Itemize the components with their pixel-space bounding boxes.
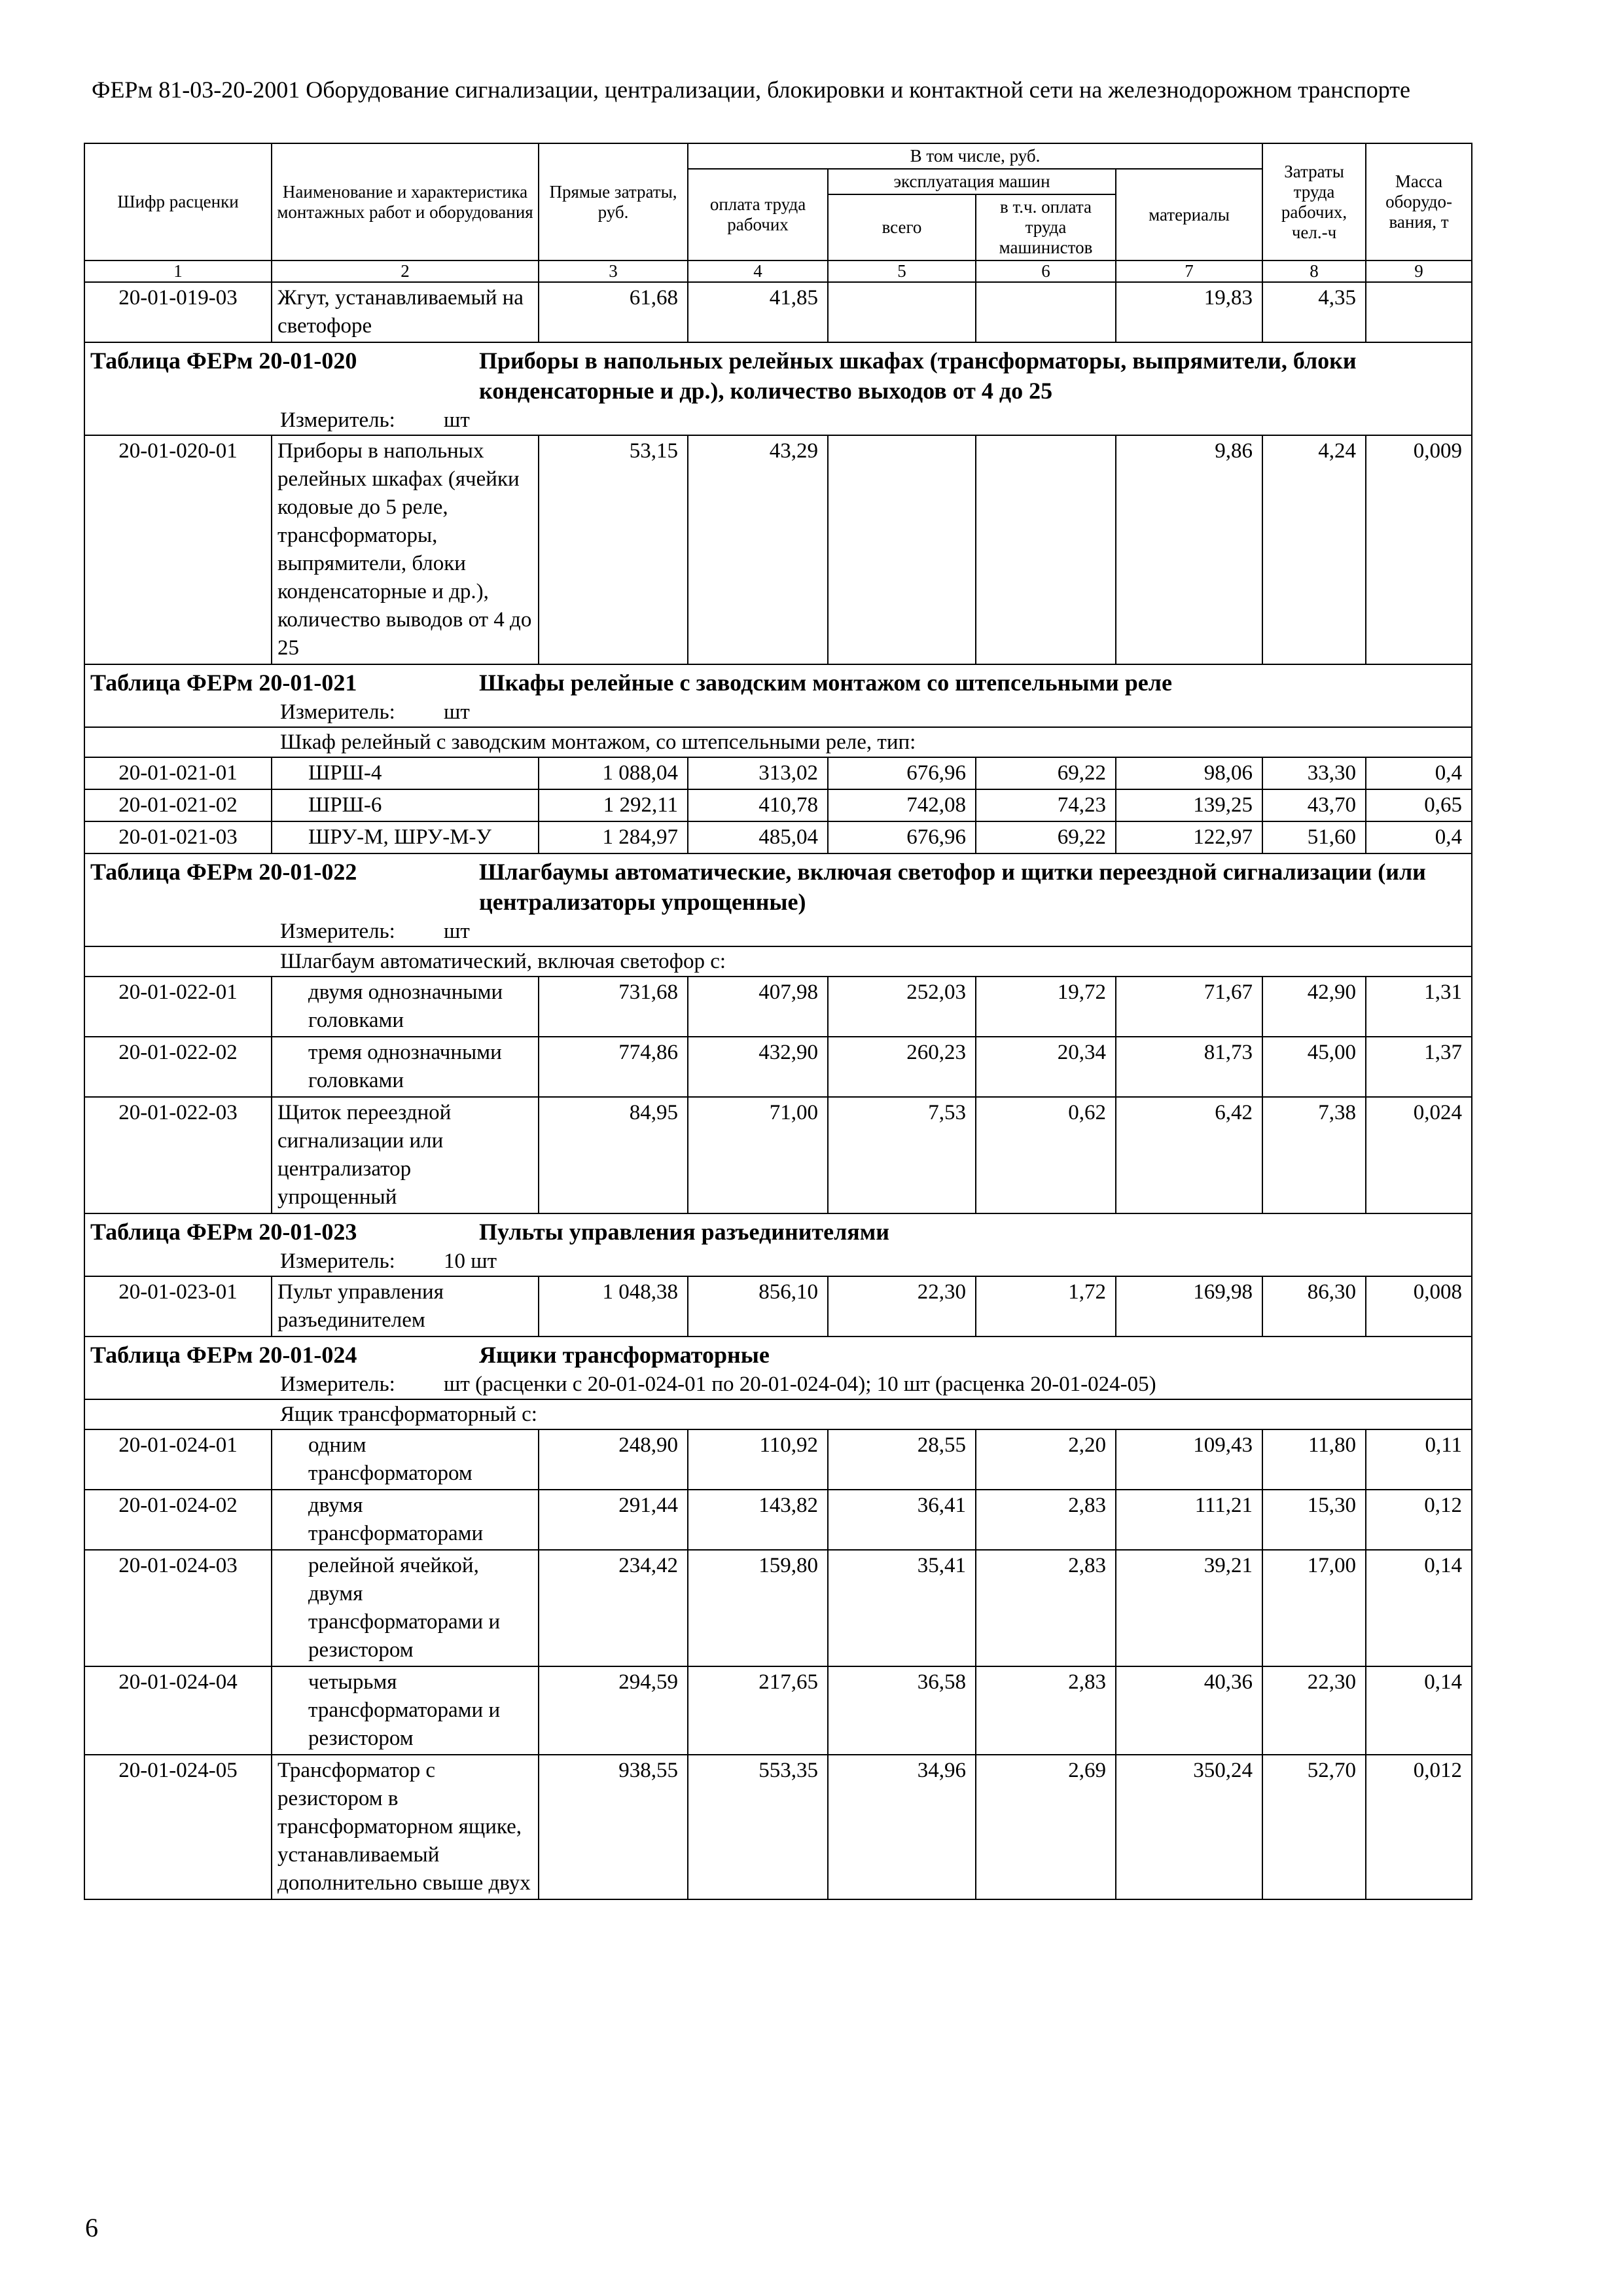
cell-direct-costs: 234,42 — [539, 1550, 688, 1666]
cell-machine-labor: 20,34 — [976, 1037, 1116, 1097]
cell-equipment-mass: 1,31 — [1366, 977, 1472, 1037]
cell-name: Пульт управления разъединителем — [272, 1276, 539, 1336]
cell-labor-pay: 407,98 — [688, 977, 828, 1037]
cell-machine-labor: 0,62 — [976, 1097, 1116, 1213]
cell-direct-costs: 294,59 — [539, 1666, 688, 1755]
table-row — [84, 435, 1472, 664]
cell-materials: 98,06 — [1116, 757, 1262, 789]
cell-materials: 109,43 — [1116, 1429, 1262, 1490]
section-name: Приборы в напольных релейных шкафах (трансформаторы, выпрямители, блоки конденсаторные и др.), количество выходов от 4 до 25 — [479, 348, 1357, 404]
cell-materials: 39,21 — [1116, 1550, 1262, 1666]
measure-label: Измеритель: — [280, 408, 395, 432]
cell-code: 20-01-024-02 — [84, 1490, 272, 1550]
cell-name: Жгут, устанавливаемый на светофоре — [272, 282, 539, 342]
cell-materials: 81,73 — [1116, 1037, 1262, 1097]
cell-labor-pay: 856,10 — [688, 1276, 828, 1336]
header-labor-costs: Затраты труда рабочих, чел.-ч — [1262, 143, 1366, 260]
cell-name: Трансформатор с резистором в трансформаторном ящике, устанавливаемый дополнительно свыше двух — [272, 1755, 539, 1899]
measure-row — [84, 698, 1472, 727]
measure-unit: шт — [444, 408, 470, 432]
section-title-row — [84, 853, 1472, 917]
cell-machine-total: 742,08 — [828, 789, 976, 821]
section-title — [90, 1340, 1466, 1370]
column-number: 5 — [828, 260, 976, 282]
cell-labor-pay: 217,65 — [688, 1666, 828, 1755]
cell-materials: 71,67 — [1116, 977, 1262, 1037]
cell-direct-costs: 84,95 — [539, 1097, 688, 1213]
section-title-row — [84, 1336, 1472, 1370]
cell-code: 20-01-024-01 — [84, 1429, 272, 1490]
cell-labor-pay: 485,04 — [688, 821, 828, 853]
cell-labor-pay: 143,82 — [688, 1490, 828, 1550]
measure-label: Измеритель: — [280, 1249, 395, 1273]
cell-machine-total: 36,41 — [828, 1490, 976, 1550]
section-title-row — [84, 1213, 1472, 1247]
cell-code: 20-01-021-02 — [84, 789, 272, 821]
cell-name: тремя однозначными головками — [272, 1037, 539, 1097]
cell-name: Щиток переездной сигнализации или централизатор упрощенный — [272, 1097, 539, 1213]
cell-code: 20-01-020-01 — [84, 435, 272, 664]
cell-labor-hours: 86,30 — [1262, 1276, 1366, 1336]
cell-materials: 40,36 — [1116, 1666, 1262, 1755]
section-title-row — [84, 664, 1472, 698]
cell-code: 20-01-022-02 — [84, 1037, 272, 1097]
cell-direct-costs: 1 292,11 — [539, 789, 688, 821]
table-row — [84, 821, 1472, 853]
cell-labor-hours: 11,80 — [1262, 1429, 1366, 1490]
cell-machine-labor: 2,83 — [976, 1490, 1116, 1550]
cell-equipment-mass — [1366, 282, 1472, 342]
column-number-row — [84, 260, 1472, 282]
column-number: 4 — [688, 260, 828, 282]
cell-machine-total: 676,96 — [828, 757, 976, 789]
cell-machine-labor: 2,20 — [976, 1429, 1116, 1490]
measure-unit: шт — [444, 700, 470, 724]
cell-name: одним трансформатором — [272, 1429, 539, 1490]
measure-unit: 10 шт — [444, 1249, 497, 1273]
cell-equipment-mass: 0,11 — [1366, 1429, 1472, 1490]
header-code: Шифр расценки — [84, 143, 272, 260]
header-including: В том числе, руб. — [688, 143, 1262, 169]
section-title — [90, 1217, 1466, 1247]
cell-equipment-mass: 0,12 — [1366, 1490, 1472, 1550]
subheader-text: Шлагбаум автоматический, включая светофор с: — [84, 946, 1472, 977]
section-id: Таблица ФЕРм 20-01-024 — [90, 1342, 357, 1368]
cell-name: релейной ячейкой, двумя трансформаторами и резистором — [272, 1550, 539, 1666]
cell-labor-pay: 159,80 — [688, 1550, 828, 1666]
table-row — [84, 789, 1472, 821]
cell-machine-total: 28,55 — [828, 1429, 976, 1490]
cell-machine-labor — [976, 282, 1116, 342]
cell-machine-total: 36,58 — [828, 1666, 976, 1755]
header-machine-operation: эксплуатация машин — [828, 169, 1116, 194]
section-title — [90, 346, 1466, 406]
cell-materials: 350,24 — [1116, 1755, 1262, 1899]
cell-machine-labor: 2,83 — [976, 1550, 1116, 1666]
cell-materials: 169,98 — [1116, 1276, 1262, 1336]
cell-machine-total: 676,96 — [828, 821, 976, 853]
cell-machine-total: 7,53 — [828, 1097, 976, 1213]
cell-direct-costs: 248,90 — [539, 1429, 688, 1490]
cell-materials: 9,86 — [1116, 435, 1262, 664]
table-row — [84, 1666, 1472, 1755]
cell-machine-total: 35,41 — [828, 1550, 976, 1666]
cell-labor-pay: 41,85 — [688, 282, 828, 342]
header-labor-pay: оплата труда рабочих — [688, 169, 828, 260]
column-number: 6 — [976, 260, 1116, 282]
cell-direct-costs: 53,15 — [539, 435, 688, 664]
cell-direct-costs: 1 048,38 — [539, 1276, 688, 1336]
cell-machine-total — [828, 282, 976, 342]
cell-equipment-mass: 0,024 — [1366, 1097, 1472, 1213]
cell-machine-labor: 69,22 — [976, 821, 1116, 853]
cell-labor-hours: 51,60 — [1262, 821, 1366, 853]
document-title: ФЕРм 81-03-20-2001 Оборудование сигнализации, централизации, блокировки и контактной сети на железнодорожном транспорте — [92, 77, 1411, 103]
cell-equipment-mass: 0,14 — [1366, 1550, 1472, 1666]
cell-machine-labor: 19,72 — [976, 977, 1116, 1037]
cell-labor-hours: 22,30 — [1262, 1666, 1366, 1755]
cell-machine-labor: 2,83 — [976, 1666, 1116, 1755]
cell-code: 20-01-024-05 — [84, 1755, 272, 1899]
column-number: 3 — [539, 260, 688, 282]
cell-machine-labor: 1,72 — [976, 1276, 1116, 1336]
cell-equipment-mass: 0,65 — [1366, 789, 1472, 821]
cell-materials: 139,25 — [1116, 789, 1262, 821]
cell-labor-hours: 42,90 — [1262, 977, 1366, 1037]
cell-direct-costs: 938,55 — [539, 1755, 688, 1899]
cell-equipment-mass: 1,37 — [1366, 1037, 1472, 1097]
cell-machine-labor: 69,22 — [976, 757, 1116, 789]
section-name: Ящики трансформаторные — [479, 1342, 770, 1368]
cell-code: 20-01-021-03 — [84, 821, 272, 853]
measure-row — [84, 406, 1472, 435]
measure-unit: шт (расценки с 20-01-024-01 по 20-01-024-04); 10 шт (расценка 20-01-024-05) — [444, 1372, 1156, 1396]
cell-materials: 122,97 — [1116, 821, 1262, 853]
cell-labor-pay: 71,00 — [688, 1097, 828, 1213]
section-name: Шкафы релейные с заводским монтажом со штепсельными реле — [479, 670, 1172, 696]
cell-name: двумя трансформаторами — [272, 1490, 539, 1550]
cell-code: 20-01-024-04 — [84, 1666, 272, 1755]
header-machine-labor: в т.ч. оплата труда машинистов — [976, 194, 1116, 260]
section-name: Пульты управления разъединителями — [479, 1219, 890, 1245]
cell-machine-total: 34,96 — [828, 1755, 976, 1899]
cell-materials: 6,42 — [1116, 1097, 1262, 1213]
table-row — [84, 1097, 1472, 1213]
cell-labor-pay: 43,29 — [688, 435, 828, 664]
cell-machine-labor: 74,23 — [976, 789, 1116, 821]
cell-name: ШРУ-М, ШРУ-М-У — [272, 821, 539, 853]
table-row — [84, 1429, 1472, 1490]
cell-code: 20-01-021-01 — [84, 757, 272, 789]
section-id: Таблица ФЕРм 20-01-021 — [90, 670, 357, 696]
measure-label: Измеритель: — [280, 920, 395, 943]
cell-code: 20-01-024-03 — [84, 1550, 272, 1666]
subheader-text: Шкаф релейный с заводским монтажом, со штепсельными реле, тип: — [84, 727, 1472, 757]
cell-name: четырьмя трансформаторами и резистором — [272, 1666, 539, 1755]
measure-label: Измеритель: — [280, 700, 395, 724]
subheader-text: Ящик трансформаторный с: — [84, 1399, 1472, 1429]
header-equipment-mass: Масса оборудо-вания, т — [1366, 143, 1472, 260]
cell-labor-hours: 52,70 — [1262, 1755, 1366, 1899]
cell-labor-hours: 45,00 — [1262, 1037, 1366, 1097]
measure-label: Измеритель: — [280, 1372, 395, 1396]
cell-labor-hours: 15,30 — [1262, 1490, 1366, 1550]
header-materials: материалы — [1116, 169, 1262, 260]
table-row — [84, 977, 1472, 1037]
cell-machine-total: 22,30 — [828, 1276, 976, 1336]
table-row — [84, 1490, 1472, 1550]
table-row — [84, 1276, 1472, 1336]
table-row — [84, 1550, 1472, 1666]
column-number: 2 — [272, 260, 539, 282]
measure-row — [84, 1247, 1472, 1276]
cell-direct-costs: 731,68 — [539, 977, 688, 1037]
section-id: Таблица ФЕРм 20-01-020 — [90, 348, 357, 374]
cell-labor-hours: 7,38 — [1262, 1097, 1366, 1213]
cell-direct-costs: 1 088,04 — [539, 757, 688, 789]
cell-machine-total — [828, 435, 976, 664]
cell-direct-costs: 61,68 — [539, 282, 688, 342]
cell-code: 20-01-022-03 — [84, 1097, 272, 1213]
cell-direct-costs: 1 284,97 — [539, 821, 688, 853]
column-number: 8 — [1262, 260, 1366, 282]
section-title-row — [84, 342, 1472, 406]
table-row — [84, 1755, 1472, 1899]
subheader-row — [84, 727, 1472, 757]
header-row-1 — [84, 143, 1472, 169]
cell-direct-costs: 291,44 — [539, 1490, 688, 1550]
table-row — [84, 757, 1472, 789]
cell-labor-hours: 43,70 — [1262, 789, 1366, 821]
page-number: 6 — [85, 2213, 98, 2242]
cell-machine-total: 252,03 — [828, 977, 976, 1037]
section-title — [90, 668, 1466, 698]
cell-labor-pay: 553,35 — [688, 1755, 828, 1899]
cell-materials: 111,21 — [1116, 1490, 1262, 1550]
header-machine-total: всего — [828, 194, 976, 260]
section-id: Таблица ФЕРм 20-01-022 — [90, 859, 357, 885]
cell-materials: 19,83 — [1116, 282, 1262, 342]
cell-labor-hours: 33,30 — [1262, 757, 1366, 789]
rates-table — [84, 143, 1472, 1900]
cell-equipment-mass: 0,009 — [1366, 435, 1472, 664]
cell-labor-pay: 432,90 — [688, 1037, 828, 1097]
cell-machine-labor: 2,69 — [976, 1755, 1116, 1899]
cell-equipment-mass: 0,008 — [1366, 1276, 1472, 1336]
measure-row — [84, 917, 1472, 946]
column-number: 7 — [1116, 260, 1262, 282]
cell-equipment-mass: 0,012 — [1366, 1755, 1472, 1899]
section-title — [90, 857, 1466, 917]
section-id: Таблица ФЕРм 20-01-023 — [90, 1219, 357, 1245]
cell-equipment-mass: 0,4 — [1366, 821, 1472, 853]
subheader-row — [84, 1399, 1472, 1429]
table-row — [84, 282, 1472, 342]
column-number: 1 — [84, 260, 272, 282]
column-number: 9 — [1366, 260, 1472, 282]
cell-labor-hours: 17,00 — [1262, 1550, 1366, 1666]
cell-name: ШРШ-6 — [272, 789, 539, 821]
cell-equipment-mass: 0,14 — [1366, 1666, 1472, 1755]
cell-code: 20-01-019-03 — [84, 282, 272, 342]
cell-labor-pay: 410,78 — [688, 789, 828, 821]
cell-name: Приборы в напольных релейных шкафах (ячейки кодовые до 5 реле, трансформаторы, выпрямители, блоки конденсаторные и др.), количество выводов от 4 до 25 — [272, 435, 539, 664]
measure-row — [84, 1370, 1472, 1399]
cell-labor-pay: 110,92 — [688, 1429, 828, 1490]
measure-unit: шт — [444, 920, 470, 943]
table-row — [84, 1037, 1472, 1097]
section-name: Шлагбаумы автоматические, включая светофор и щитки переездной сигнализации (или централизаторы упрощенные) — [479, 859, 1426, 915]
cell-code: 20-01-023-01 — [84, 1276, 272, 1336]
cell-name: ШРШ-4 — [272, 757, 539, 789]
subheader-row — [84, 946, 1472, 977]
rates-table-body — [84, 282, 1472, 1899]
header-direct-costs: Прямые затраты, руб. — [539, 143, 688, 260]
cell-labor-pay: 313,02 — [688, 757, 828, 789]
cell-equipment-mass: 0,4 — [1366, 757, 1472, 789]
header-name: Наименование и характеристика монтажных работ и оборудования — [272, 143, 539, 260]
cell-machine-labor — [976, 435, 1116, 664]
cell-labor-hours: 4,24 — [1262, 435, 1366, 664]
cell-name: двумя однозначными головками — [272, 977, 539, 1037]
cell-code: 20-01-022-01 — [84, 977, 272, 1037]
cell-direct-costs: 774,86 — [539, 1037, 688, 1097]
cell-machine-total: 260,23 — [828, 1037, 976, 1097]
cell-labor-hours: 4,35 — [1262, 282, 1366, 342]
